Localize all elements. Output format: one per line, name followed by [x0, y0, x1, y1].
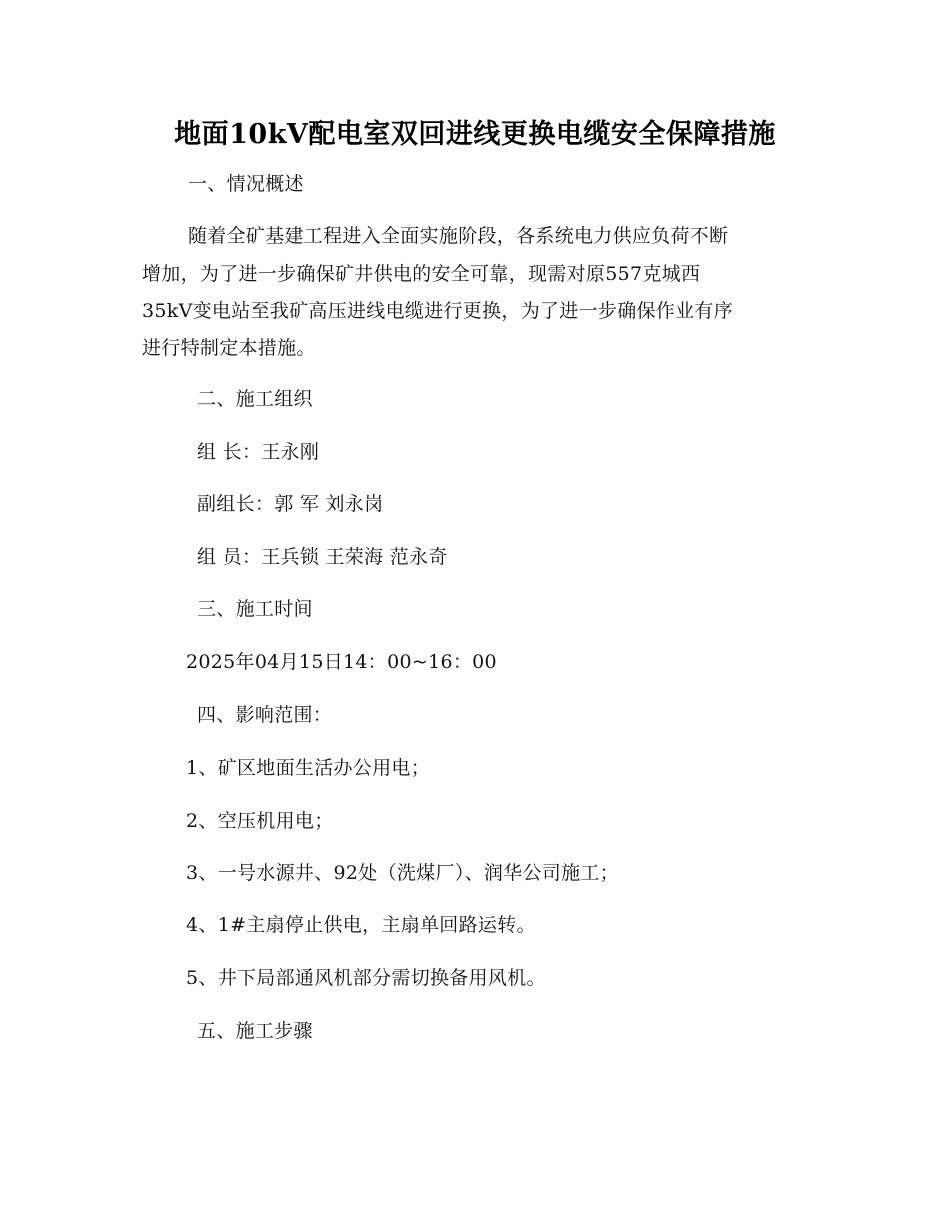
deputy-leader-line: 副组长：郭 军 刘永岗: [197, 493, 384, 515]
impact-item-3: 3、一号水源井、92处（洗煤厂）、润华公司施工；: [186, 862, 619, 884]
impact-item-4: 4、1#主扇停止供电，主扇单回路运转。: [186, 914, 536, 936]
section-heading-organization: 二、施工组织: [197, 388, 313, 410]
section-heading-time: 三、施工时间: [197, 598, 313, 620]
section-heading-steps: 五、施工步骤: [197, 1020, 313, 1042]
section-heading-overview: 一、情况概述: [188, 173, 304, 195]
construction-time: 2025年04月15日14：00~16：00: [186, 651, 497, 673]
section-heading-impact: 四、影响范围：: [197, 704, 333, 726]
overview-line-1: 随着全矿基建工程进入全面实施阶段，各系统电力供应负荷不断: [188, 225, 729, 247]
overview-line-2: 增加，为了进一步确保矿井供电的安全可靠，现需对原557克城西: [142, 263, 701, 285]
overview-line-4: 进行特制定本措施。: [142, 337, 316, 359]
impact-item-1: 1、矿区地面生活办公用电；: [186, 757, 430, 779]
team-leader-line: 组 长：王永刚: [197, 441, 320, 463]
document-title: 地面10kV配电室双回进线更换电缆安全保障措施: [174, 119, 776, 150]
overview-line-3: 35kV变电站至我矿高压进线电缆进行更换，为了进一步确保作业有序: [142, 300, 734, 322]
impact-item-5: 5、井下局部通风机部分需切换备用风机。: [186, 967, 546, 989]
impact-item-2: 2、空压机用电；: [186, 810, 334, 832]
team-members-line: 组 员：王兵锁 王荣海 范永奇: [197, 546, 448, 568]
